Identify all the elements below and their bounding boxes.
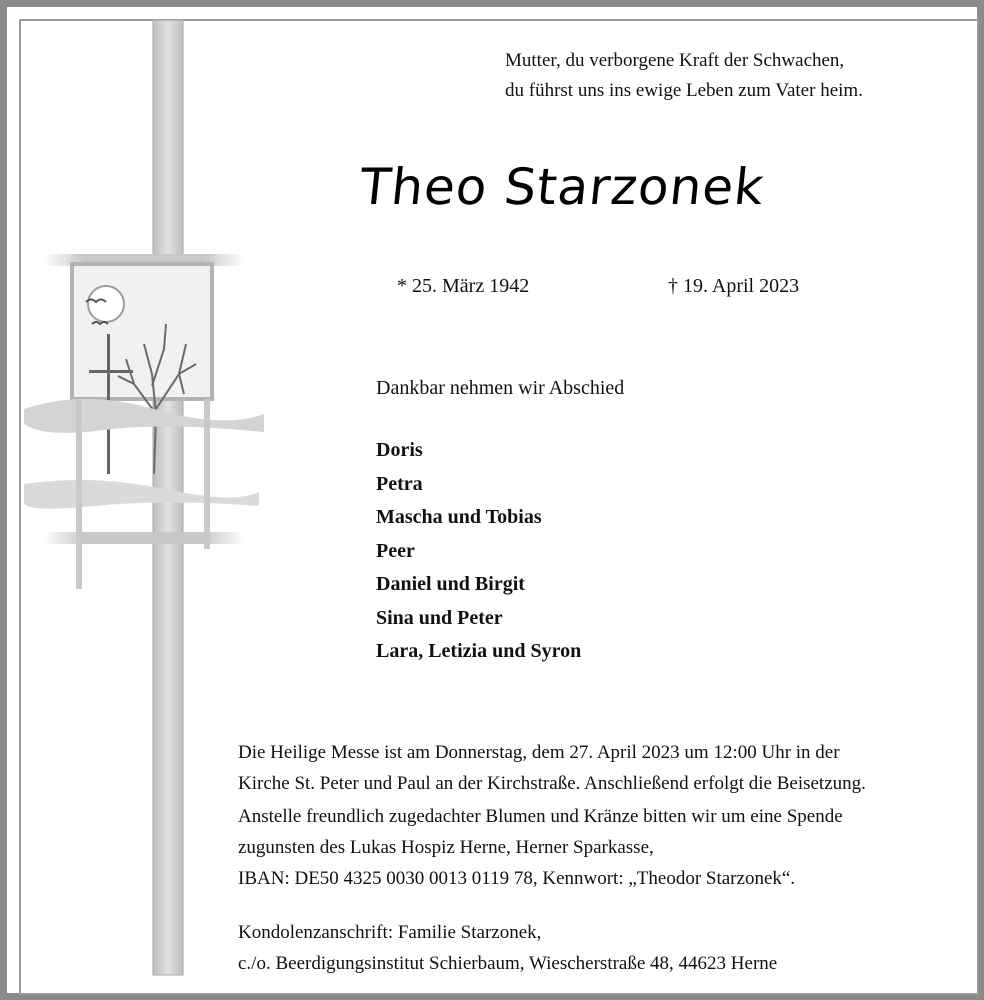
mourner-name: Lara, Letizia und Syron [376,640,582,662]
farewell-text: Dankbar nehmen wir Abschied [376,377,625,399]
motto-line: Mutter, du verborgene Kraft der Schwachen, [505,50,845,71]
landscape-wave [24,480,259,509]
cross-beam-bottom [44,532,244,544]
mourner-name: Mascha und Tobias [376,506,542,528]
mass-line: Die Heilige Messe ist am Donnerstag, dem 27. April 2023 um 12:00 Uhr in der [238,742,840,763]
window-frame [72,264,212,399]
deceased-name: Theo Starzonek [356,158,768,216]
condolence-line: c./o. Beerdigungsinstitut Schierbaum, Wiescherstraße 48, 44623 Herne [238,953,778,974]
donation-line: zugunsten des Lukas Hospiz Herne, Herner Sparkasse, [238,837,654,858]
mourner-name: Petra [376,472,423,495]
mourners-list [376,434,581,669]
mourner-name: Peer [376,539,415,562]
condolence-address [238,917,978,979]
mourner-name: Daniel und Birgit [376,573,525,595]
mourner-name: Sina und Peter [376,606,503,629]
donation-line: Anstelle freundlich zugedachter Blumen und Kränze bitten wir um eine Spende [238,806,843,827]
mourner-name: Doris [376,439,423,461]
mass-info [238,737,978,799]
condolence-line: Kondolenzanschrift: Familie Starzonek, [238,922,542,943]
birth-date: * 25. März 1942 [397,275,530,297]
death-date: † 19. April 2023 [668,275,800,297]
sun-icon [88,286,124,322]
mass-line: Kirche St. Peter und Paul an der Kirchstraße. Anschließend erfolgt die Beisetzung. [238,773,866,794]
donation-iban: IBAN: DE50 4325 0030 0013 0119 78, Kennwort: „Theodor Starzonek“. [238,868,796,889]
landscape-wave [24,399,264,433]
motto-line: du führst uns ins ewige Leben zum Vater heim. [505,80,863,101]
donation-info [238,801,978,894]
cross-tree-artwork [14,14,274,986]
motto-verse [505,46,863,106]
